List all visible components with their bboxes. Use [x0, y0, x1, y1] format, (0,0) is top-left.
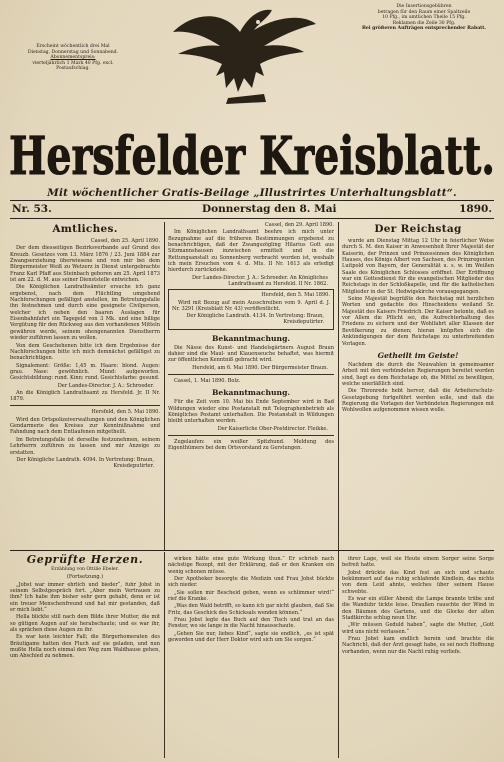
dateline: Cassel, den 29. April 1890. — [264, 222, 334, 228]
article-paragraph: Die Nässe des Kunst- und Handelsgärtners August Braun dahier sind die Maul- und Klauenseuche behaftet, was hiermit zur öffentlichen Kenntniß gebracht wird. — [168, 344, 334, 364]
article-paragraph: Der dem diesseitigen Bezirksverbande auf Grund des Kreuzb. Gesetzes vom 13. März 1876 / 23. Juni 1884 zur Zwangserziehung überwiesene und von mir bei dem Bürgermeister Weiß zu Wetzerz in Dienst untergebrachte Franz Karl Pfaff aus Steinbach geboren am 25. April 1873 ist am 22. d. M. aus seiner Dienststelle entwichen. — [10, 245, 160, 284]
dateline: Hersfeld, den 5. Mai 1890. — [91, 409, 160, 416]
section-title: Amtliches. — [52, 223, 118, 235]
story-paragraph: ihrer Lage, weil sie Heute einem Sorger seine Sorge befreit hatte. — [342, 556, 494, 569]
article-paragraph: Seine Majestät begrüßte den Reichstag mit herzlichen Worten und gedachte des Hinscheidens weiland Sr. Majestät des Kaisers Friedrich. Der Kaiser betonte, daß es vor Allem die Pflicht sei, die Aufrechterhaltung des Friedens zu sichern und der Wohlfahrt aller Klassen der Bevölkerung zu dienen; hieran knüpften sich die Ankündigungen der dem Reichstage zu unterbreitenden Vorlagen. — [342, 296, 494, 347]
story-paragraph: „Sie sollen mir Bescheid geben, wenn es schlimmer wird!“ rief die Kranke. — [168, 589, 334, 603]
story-paragraph: „Gehen Sie nur, liebes Kind“, sagte sie endlich, „es ist spät geworden und der Herr Doktor wird sich um Sie sorgen.“ — [168, 630, 334, 644]
info-line: Abonnementspreis: — [50, 55, 96, 61]
article-paragraph: Die Königlichen Landrathsämter ersuche ich ganz ergebenst, nach dem Flüchtling umgehend Nachforschungen gefälligst anstellen, im Betretungsfalle ihn festnehmen und durch eine geeignete Civilperson, welcher ich neben den baaren Auslagen für Eisenbahnfahrt ein Tagegeld von 3 Mk. und eine billige Vergütung für den Rückweg aus den vorhandenen Mitteln gewähren werde, seinem ohengenannten Dienstherrn wieder zuführen lassen zu wollen. — [10, 284, 160, 342]
divider — [10, 218, 494, 219]
story-paragraph: Jobst drückte das Kind fest an sich und schaute bekümmert auf das ruhig schlafende Kindlein, das nichts von dem Leid ahnte, welches über seinem Hause schwebte. — [342, 569, 494, 595]
info-line: Die Insertionsgebühren — [396, 4, 452, 9]
info-line: Postaufschlag. — [56, 66, 90, 72]
story-column-3 — [342, 556, 494, 758]
divider — [10, 405, 160, 406]
dateline: Cassel, den 25. April 1890. — [90, 238, 160, 244]
section-title: Der Reichstag — [374, 223, 462, 235]
issue-line — [12, 203, 492, 217]
article-paragraph: Zugelaufen: ein weißer Spitzhund. Meldung des Eigenthümers bei dem Ortsvorstand zu Gerstungen. — [168, 438, 334, 452]
article-paragraph: Im Königlichen Landrathsamt beehre ich mich unter Bezugnahme auf die früheren Bestimmungen ergebenst zu benachrichtigen, daß der Zwangszögling Hilarius Gott aus Sitzmannshausen inzwischen ermittelt und in die Rettungsanstalt zu Sonnenberg verbracht worden ist, weshalb ich mein Ersuchen vom 4. d. Mts. II Nr. 1613 als erledigt hierdurch zurückziehe. — [168, 229, 334, 274]
section-title: Bekanntmachung. — [211, 333, 291, 343]
notice-box — [168, 289, 334, 329]
story-title: Geprüfte Herzen. — [26, 553, 144, 566]
article-paragraph: Im Betretungsfalle ist derselbe festzunehmen, seinem Lehrherrn zuführen zu lassen und mir Anzeige zu erstatten. — [10, 436, 160, 456]
supplement-subtitle: Mit wöchentlicher Gratis-Beilage „Illustrirtes Unterhaltungsblatt“. — [47, 187, 457, 199]
story-paragraph: „Was den Wald betrifft, so kann ich gar nicht glauben, daß Sie Fritz, das Geschick des Schicksals wenden können.“ — [168, 603, 334, 616]
article-paragraph: Wird mit Bezug auf mein Ausschreiben vom 9. April d. J. Nr. 3291 (Kreisblatt Nr. 43) veröffentlicht. — [172, 299, 330, 312]
story-paragraph: Es war kein leichter Fall; die Bürgerhomeraten des Bräutigams hatten den Fluch auf sie geladen, und nun mußte Hella noch einmal den Weg zum Waldhause gehen, um Abschied zu nehmen. — [10, 634, 160, 660]
info-line: Bei größeren Aufträgen entsprechender Rabatt. — [361, 26, 487, 32]
article-paragraph: Die Thronrede hebt hervor, daß die Arbeiterschutz-Gesetzgebung fortgeführt werden solle, und daß die Regierung die Vorlagen der Verbündeten Regierungen mit Wohlwollen aufgenommen wissen wolle. — [342, 388, 494, 414]
section-title: Bekanntmachung. — [211, 388, 291, 398]
masthead-title — [4, 126, 500, 184]
info-line: Dienstag, Donnerstag und Sonnabend. — [27, 49, 119, 55]
story-paragraph: „Jobst war immer ehrlich und bieder“, fuhr Jobst in seinem Selbstgespräch fort. „Aber mein Vertrauen zu ihm? Ich habe ihm bisher sehr gern gehabt, denn er ist ein treuer Menschenfreund und hat mir gestanden, daß er mich liebt.“ — [10, 581, 160, 614]
article-paragraph: Nachdem die durch die Neuwahlen in gemeinsamer Arbeit mit den verbündeten Regierungen bereitet worden sind, liegt es dem Reichstage ob, die Mittel zu bewilligen, welche unerläßlich sind. — [342, 361, 494, 387]
column-divider — [338, 222, 339, 758]
issue-number: Nr. 53. — [12, 203, 52, 215]
eagle-emblem-icon — [168, 2, 318, 106]
signature: Der Königliche Landrath. 4134. In Vertretung: Braun, Kreisdeputirter. — [186, 313, 324, 326]
story-paragraph: Frau Jobst legte das Buch auf den Tisch und trat an das Fenster, wo sie lange in die Nacht hinausschaute. — [168, 617, 334, 630]
article-paragraph: An die Königlich Landrathsamt zu Hersfeld. Jr. II Nr. 1879. — [10, 389, 160, 403]
signature: Hersfeld, am 6. Mai 1890. Der Bürgermeister Braun. — [192, 364, 328, 371]
column-divider — [164, 222, 165, 550]
divider — [10, 200, 494, 201]
insertion-fees-info — [350, 4, 498, 32]
info-line: betragen für den Raum einer Spaltzeile — [377, 9, 471, 15]
story-paragraph: „Wir müssen Geduld haben“, sagte die Mutter, „Gott wird uns nicht verlassen.“ — [342, 622, 494, 635]
column-notices — [168, 222, 334, 542]
signature: Der Landes-Director. J. A.: Schroeder. An Königliches Landrathsamt zu Hersfeld. II Nr. 1862. — [192, 274, 328, 287]
issue-year: 1890. — [459, 203, 492, 215]
story-paragraph: Es war ein stiller Abend; die Lampe brannte trübe und die Wanduhr tickte leise. Draußen rauschte der Wind in den Bäumen des Gartens, und die Glocke der alten Stadtkirche schlug neun Uhr. — [342, 596, 494, 622]
issue-date: Donnerstag den 8. Mai — [202, 203, 337, 215]
article-paragraph: Von dem Geschehenen bitte ich dem Ergebnisse der Nachforschungen bitte ich mich demnächst gefälligst zu benachrichtigen. — [10, 342, 160, 362]
feuilleton-divider — [10, 550, 494, 551]
info-line: Erscheint wöchentlich drei Mal — [36, 44, 110, 49]
story-paragraph: wirken hätte eine gute Wirkung thun.“ Er schrieb nach nächstige Rezept, mit der Erklärung, daß er den Kranken ein wenig schonen müsse. — [168, 556, 334, 575]
article-paragraph: Wird den Ortspolizeiverwaltungen und den Königlichen Gendarmerie des Kreises zur Kenntnißnahme und Fahndung nach dem Entlaufenen mitgetheilt. — [10, 416, 160, 436]
info-line: 10 Pfg., im amtlichen Theile 15 Pfg. — [382, 15, 466, 21]
info-line: vierteljährlich 1 Mark 40 Pfg. excl. — [32, 60, 114, 66]
article-paragraph: Signalement: Größe: 1,45 m. Haare: blond. Augen: grau. Nase: gewöhnlich. Mund: aufgeworfen. Gesichtsbildung: rund. Kinn: rund. Gesichtsfarbe: gesund. — [10, 362, 160, 382]
column-divider — [164, 552, 165, 758]
info-line: Reklamen die Zeile 30 Pfg. — [392, 20, 456, 26]
signature: Der Landes-Director. J. A.: Schroeder. — [57, 382, 154, 389]
dateline: Cassel, 1. Mai 1890. Bolz. — [174, 377, 241, 384]
dateline: Hersfeld, den 5. Mai 1890. — [261, 292, 330, 299]
story-paragraph: Der Apotheker besorgte die Medizin und Frau Jobst bückte sich nieder. — [168, 576, 334, 589]
story-paragraph: Frau Jobst kam endlich herein und brachte die Nachricht, daß der Arzt gesagt habe, es sei noch Hoffnung vorhanden, wenn nur die Nacht ruhig verliefe. — [342, 636, 494, 655]
feuilleton-story — [10, 552, 160, 758]
story-column-2 — [168, 556, 334, 758]
divider — [168, 435, 334, 436]
story-continuation: (Fortsetzung.) — [66, 574, 104, 581]
section-subtitle: Getheilt im Geiste! — [377, 350, 459, 360]
masthead-title-text: Hersfelder Kreisblatt. — [9, 126, 495, 184]
subscription-info — [14, 44, 132, 72]
signature: Der Kaiserliche Ober-Postdirector. Fleikke. — [217, 425, 328, 432]
story-paragraph: Hella blickte still nach dem Bilde ihrer Mutter, die mit so gütigen Augen auf sie herabschaute; und es war ihr, als sprächen diese Augen zu ihr. — [10, 614, 160, 634]
column-official — [10, 222, 160, 550]
divider — [168, 374, 334, 375]
story-author: Erzählung von Ottilie Ebeler. — [51, 567, 119, 572]
signature: Der Königliche Landrath. 4094. In Vertretung: Braun, Kreisdeputirter. — [16, 456, 154, 470]
article-paragraph: Für die Zeit vom 10. Mai bis Ende September wird in Bad Wildungen wieder eine Postanstalt mit Telegraphenbetrieb als Königliches Postamt unterhalten. Die Postanstalt in Wildungen bleibt unterhalten werden. — [168, 399, 334, 425]
article-paragraph: wurde am Dienstag Mittag 12 Uhr in feierlicher Weise durch S. M. den Kaiser in Anwesenheit Ihrer Majestät der Kaiserin, der Prinzen und Prinzessinnen des Königlichen Hauses, des Königs Albert von Sachsen, des Prinzregenten Luitpold von Bayern, der Generalität u. s. w. im Weißen Saale des Königlichen Schlosses eröffnet. Der Eröffnung war ein Gottesdienst für die evangelischen Mitglieder des Reichstags in der Schloßkapelle, und für die katholischen Mitglieder in der St. Hedwigskirche vorausgegangen. — [342, 238, 494, 295]
